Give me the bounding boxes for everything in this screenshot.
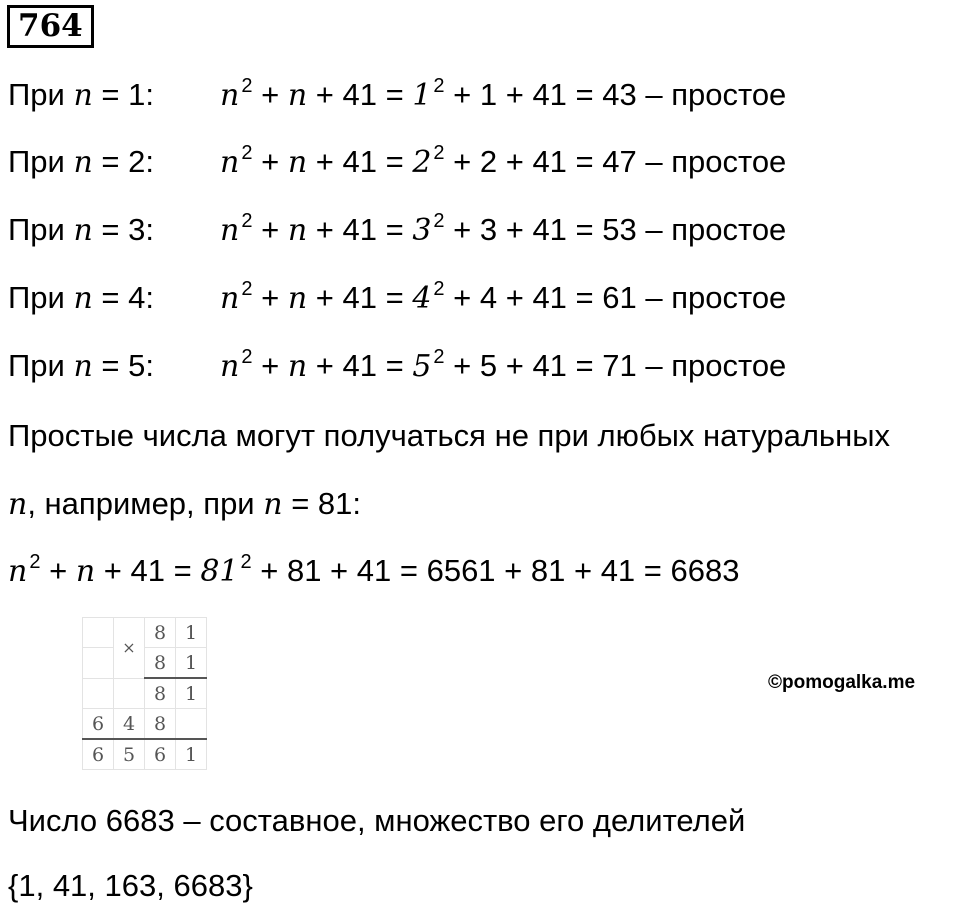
case-line-1: [8, 75, 786, 119]
mul-row: [83, 739, 207, 770]
case-exp: 2: [433, 142, 445, 164]
case-rest: + 2 + 41 = 47 – простое: [453, 144, 787, 179]
mul-cell: [114, 678, 145, 709]
mul-cell: [83, 618, 114, 648]
multiplication-table: [82, 617, 207, 770]
case-rest: + 3 + 41 = 53 – простое: [453, 212, 787, 247]
formula-var: n: [287, 213, 308, 248]
case-line-2: [8, 142, 786, 186]
example-mid: , например, при: [27, 486, 255, 521]
formula-var: n: [220, 281, 240, 316]
text-line-divisors: {1, 41, 163, 6683}: [8, 868, 253, 903]
case-base: 1: [412, 78, 432, 113]
mul-row: [83, 709, 207, 740]
mul-row: [83, 648, 207, 679]
case-label: При: [8, 212, 65, 247]
formula-plus: +: [49, 553, 68, 588]
formula-tail: + 41 =: [315, 212, 404, 247]
case-rest: + 4 + 41 = 61 – простое: [453, 280, 787, 315]
multiply-sign: ×: [114, 618, 145, 679]
formula-var: n: [8, 554, 28, 589]
exp-81: 2: [240, 551, 252, 573]
mul-row: [83, 678, 207, 709]
watermark: ©pomogalka.me: [768, 672, 916, 693]
case-rest: + 1 + 41 = 43 – простое: [453, 77, 787, 112]
formula-var: n: [220, 78, 240, 113]
mul-cell: 5: [114, 739, 145, 770]
case-label: При: [8, 348, 65, 383]
variable-n: n: [73, 281, 93, 316]
formula-exp: 2: [241, 346, 253, 368]
variable-n: n: [73, 145, 93, 180]
case-base: 2: [412, 145, 432, 180]
case-label: При: [8, 280, 65, 315]
case-base: 3: [412, 213, 432, 248]
formula-exp: 2: [29, 551, 41, 573]
variable-n: n: [73, 78, 93, 113]
case-label: При: [8, 77, 65, 112]
case-exp: 2: [433, 278, 445, 300]
case-line-3: [8, 210, 786, 254]
mul-cell: 4: [114, 709, 145, 740]
example-end: = 81:: [291, 486, 362, 521]
case-label: При: [8, 144, 65, 179]
case-exp: 2: [433, 75, 445, 97]
mul-cell: [83, 678, 114, 709]
text-line-example: [8, 484, 361, 525]
variable-n: n: [73, 213, 93, 248]
mul-cell: 1: [176, 618, 207, 648]
formula-var: n: [220, 213, 240, 248]
mul-row: [83, 618, 207, 648]
formula-var: n: [220, 145, 240, 180]
mul-cell: 8: [145, 648, 176, 679]
case-equals: = 4:: [101, 280, 154, 315]
formula-plus: +: [261, 144, 280, 179]
formula-exp: 2: [241, 210, 253, 232]
case-base: 4: [412, 281, 432, 316]
case-rest: + 5 + 41 = 71 – простое: [453, 348, 787, 383]
mul-cell: 1: [176, 648, 207, 679]
formula-81-line: [8, 551, 739, 595]
variable-n: n: [73, 349, 93, 384]
mul-cell: 1: [176, 678, 207, 709]
mul-cell: 8: [145, 618, 176, 648]
text-line-composite: Число 6683 – составное, множество его делителей: [8, 803, 746, 838]
mul-cell: 8: [145, 709, 176, 740]
formula-var: n: [287, 349, 308, 384]
mul-cell: 8: [145, 678, 176, 709]
mul-cell: 6: [83, 709, 114, 740]
formula-var: n: [287, 78, 308, 113]
mul-cell: [83, 648, 114, 679]
case-equals: = 1:: [101, 77, 154, 112]
variable-n: n: [263, 487, 283, 522]
formula-81-rest: + 81 + 41 = 6561 + 81 + 41 = 6683: [260, 553, 740, 588]
formula-tail: + 41 =: [315, 144, 404, 179]
case-line-4: [8, 278, 786, 322]
formula-tail: + 41 =: [103, 553, 192, 588]
formula-tail: + 41 =: [315, 77, 404, 112]
formula-tail: + 41 =: [315, 280, 404, 315]
formula-var: n: [287, 145, 308, 180]
case-exp: 2: [433, 210, 445, 232]
formula-tail: + 41 =: [315, 348, 404, 383]
case-equals: = 3:: [101, 212, 154, 247]
case-equals: = 2:: [101, 144, 154, 179]
case-equals: = 5:: [101, 348, 154, 383]
formula-plus: +: [261, 212, 280, 247]
formula-var: n: [220, 349, 240, 384]
formula-exp: 2: [241, 142, 253, 164]
case-exp: 2: [433, 346, 445, 368]
variable-n: n: [8, 487, 28, 522]
text-line-primes: Простые числа могут получаться не при любых натуральных: [8, 418, 890, 453]
problem-number: 764: [7, 5, 94, 48]
formula-plus: +: [261, 280, 280, 315]
formula-var: n: [75, 554, 96, 589]
mul-cell: 6: [83, 739, 114, 770]
case-base: 5: [412, 349, 432, 384]
formula-var: n: [287, 281, 308, 316]
formula-exp: 2: [241, 278, 253, 300]
base-81: 81: [200, 554, 239, 589]
mul-cell: 1: [176, 739, 207, 770]
mul-cell: 6: [145, 739, 176, 770]
mul-cell: [176, 709, 207, 740]
case-line-5: [8, 346, 786, 390]
formula-plus: +: [261, 348, 280, 383]
formula-exp: 2: [241, 75, 253, 97]
formula-plus: +: [261, 77, 280, 112]
